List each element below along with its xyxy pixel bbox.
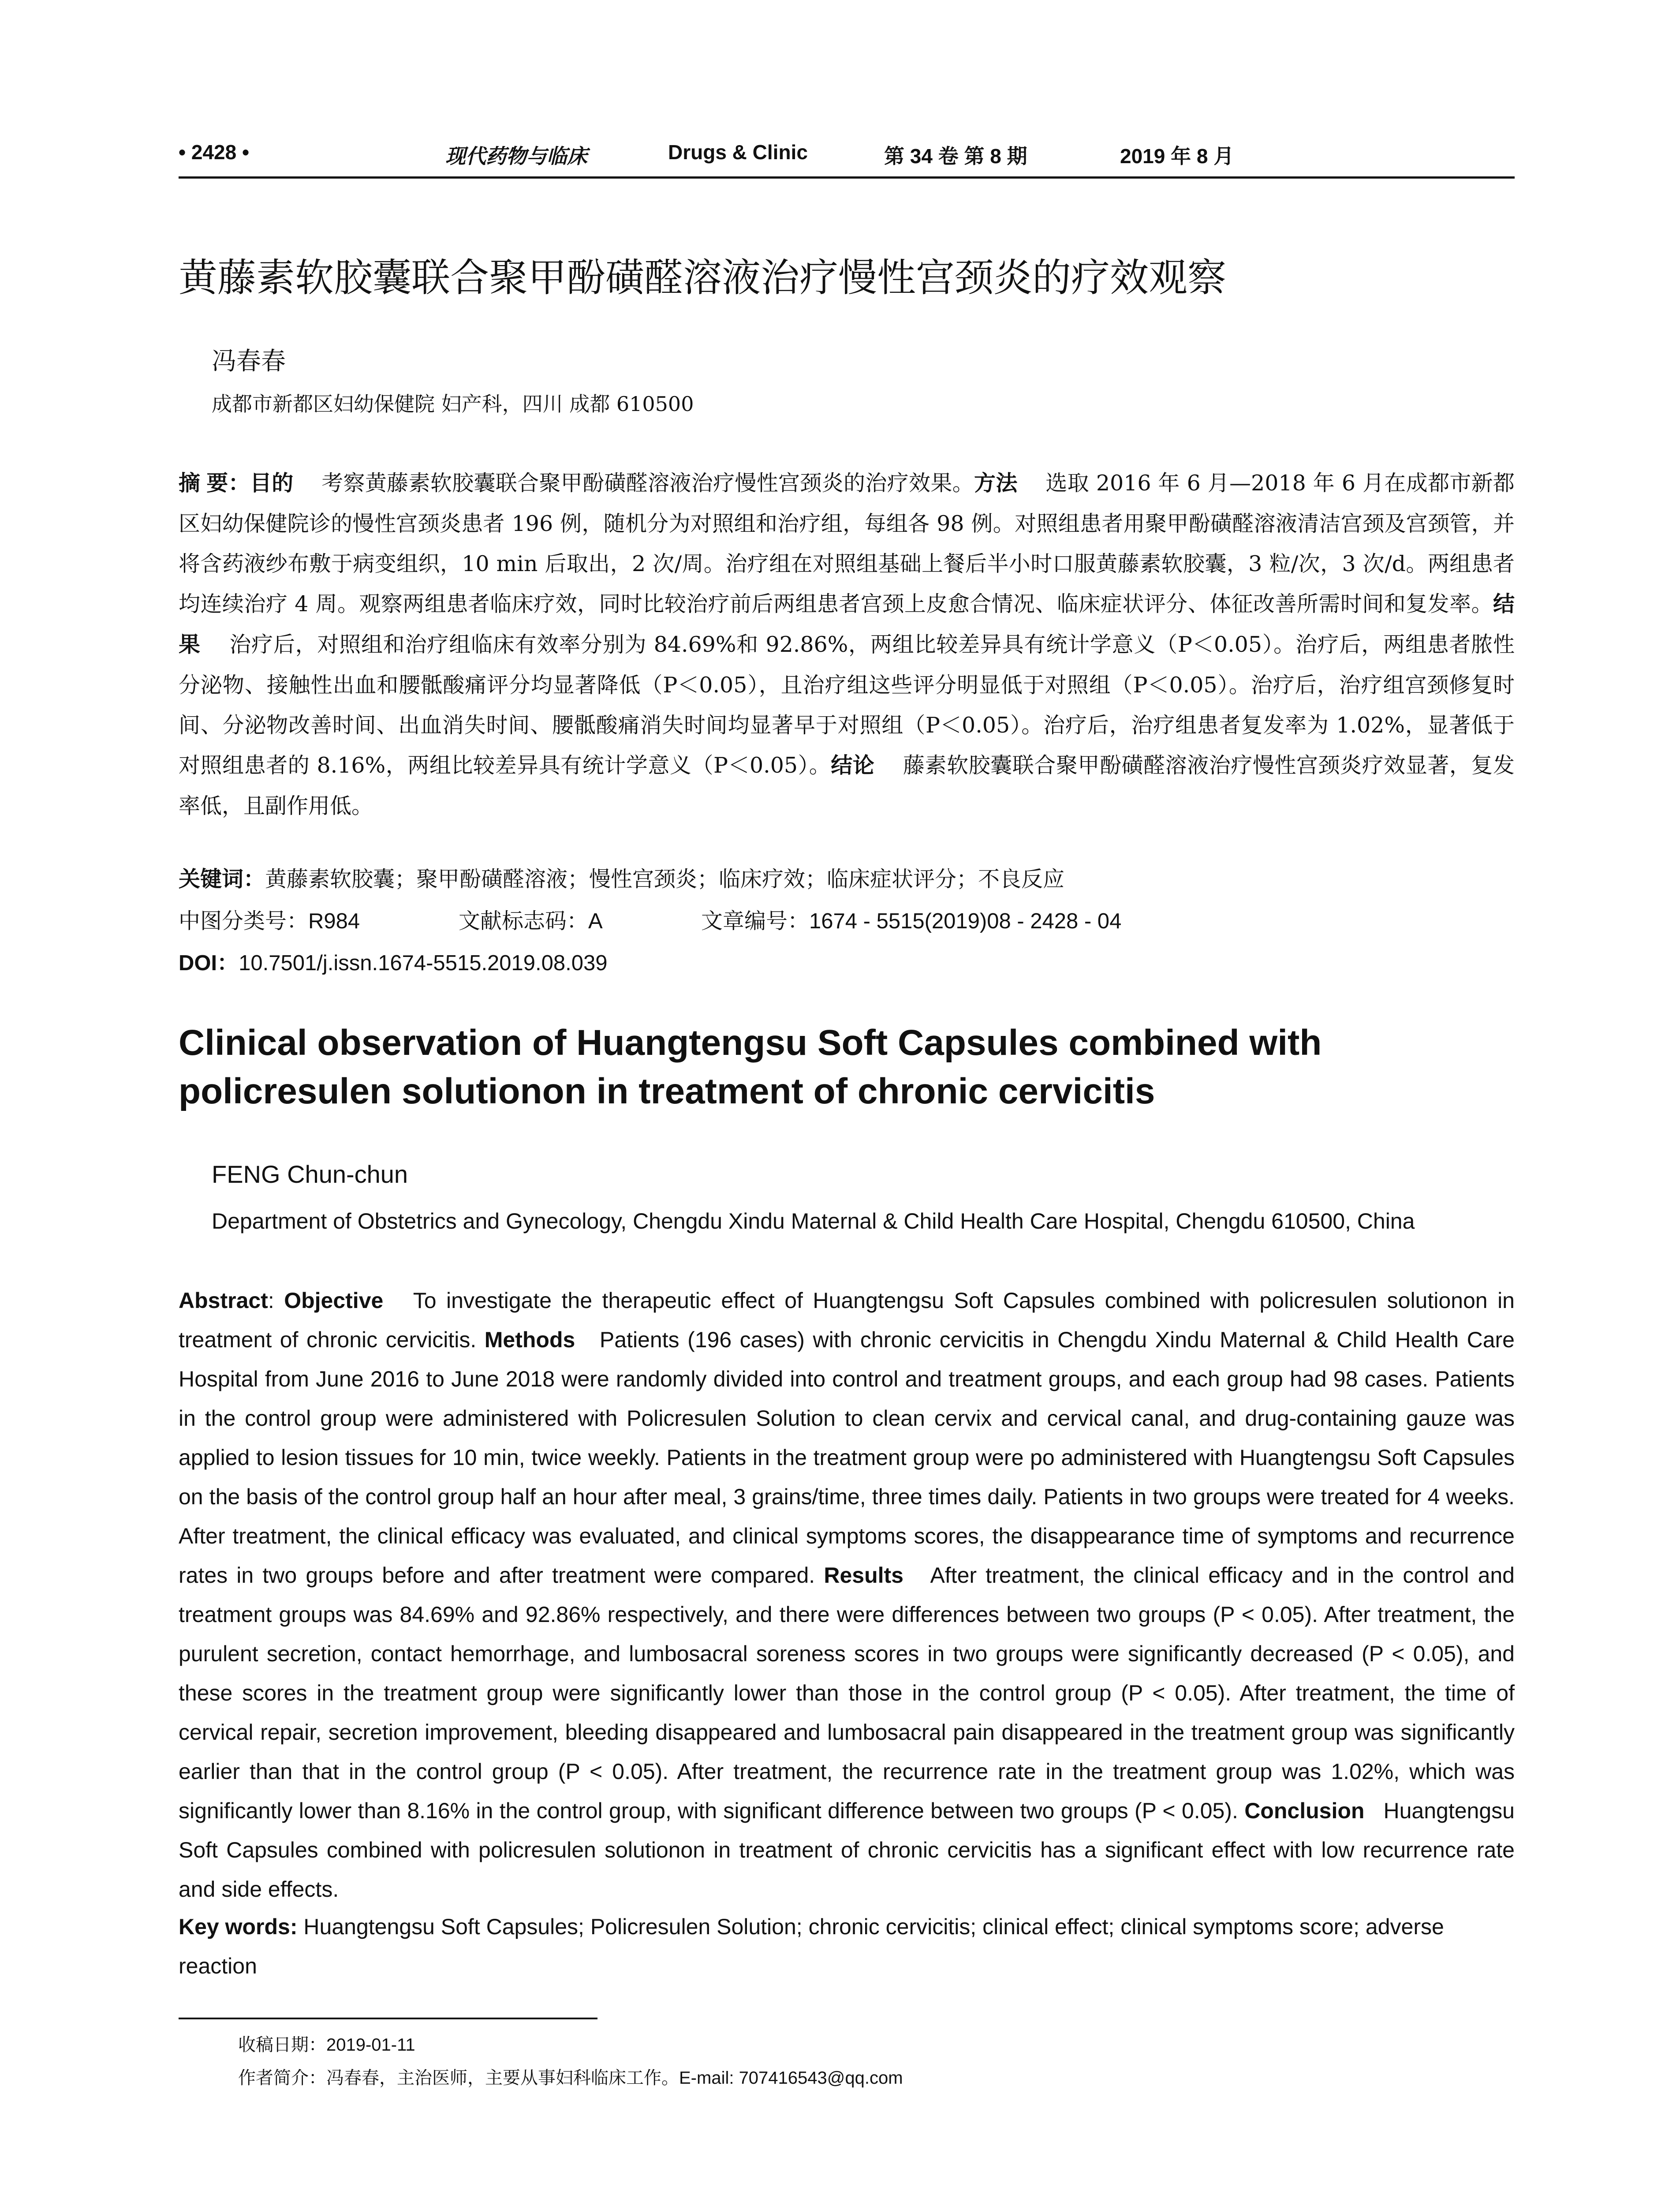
article-title-en: Clinical observation of Huangtengsu Soft Capsules combined with policresulen solutionon in treatment of chronic cervicitis (179, 1023, 1322, 1111)
doc-code-label: 文献标志码： (459, 909, 589, 933)
author-en: FENG Chun-chun (212, 1160, 408, 1188)
conclusion-en: Huangtengsu Soft Capsules combined with policresulen solutionon in treatment of chronic cervicitis has a significant effect with low recurrence rate and side effects. (179, 1798, 1515, 1902)
clc-label: 中图分类号： (179, 909, 309, 933)
results-label-cn: 结果 (179, 592, 1515, 657)
doi: 10.7501/j.issn.1674-5515.2019.08.039 (239, 951, 608, 975)
methods-en: Patients (196 cases) with chronic cervicitis in Chengdu Xindu Maternal & Child Health Care Hospital from June 2016 to June 2018 were randomly divided into control and treatment groups, and each group had 98 cases. Patients in the control group were administered with Policresulen Solution to clean cervix and cervical canal, and drug-containing gauze was applied to lesion tissues for 10 min, twice weekly. Patients in the treatment group were po administered with Huangtengsu Soft Capsules on the basis of the control group half an hour after meal, 3 grains/time, three times daily. Patients in two groups were treated for 4 weeks. After treatment, the clinical efficacy was evaluated, and clinical symptoms scores, the disappearance time of symptoms and recurrence rates in two groups before and after treatment were compared. (179, 1327, 1515, 1588)
abstract-label-en: Abstract (179, 1288, 268, 1313)
results-cn: 治疗后，对照组和治疗组临床有效率分别为 84.69%和 92.86%，两组比较差异具有统计学意义（P＜0.05）。治疗后，两组患者脓性分泌物、接触性出血和腰骶酸痛评分均显著降低（P＜0.05），且治疗组这些评分明显低于对照组（P＜0.05）。治疗后，治疗组宫颈修复时间、分泌物改善时间、出血消失时间、腰骶酸痛消失时间均显著早于对照组（P＜0.05）。治疗后，治疗组患者复发率为 1.02%，显著低于对照组患者的 8.16%，两组比较差异具有统计学意义（P＜0.05）。 (179, 632, 1515, 778)
article-title-cn: 黄藤素软胶囊联合聚甲酚磺醛溶液治疗慢性宫颈炎的疗效观察 (179, 255, 1227, 300)
received-date: 收稿日期：2019-01-11 (238, 2035, 415, 2055)
conclusion-label-en: Conclusion (1244, 1798, 1365, 1823)
doi-label: DOI： (179, 951, 239, 975)
methods-cn: 选取 2016 年 6 月—2018 年 6 月在成都市新都区妇幼保健院诊的慢性宫颈炎患者 196 例，随机分为对照组和治疗组，每组各 98 例。对照组患者用聚甲酚磺醛溶液清洁宫颈及宫颈管，并将含药液纱布敷于病变组织，10 min 后取出，2 次/周。治疗组在对照组基础上餐后半小时口服黄藤素软胶囊，3 粒/次，3 次/d。两组患者均连续治疗 4 周。观察两组患者临床疗效，同时比较治疗前后两组患者宫颈上皮愈合情况、临床症状评分、体征改善所需时间和复发率。 (179, 471, 1515, 617)
header-rule (179, 176, 1515, 179)
keywords-label-en: Key words: (179, 1914, 298, 1939)
journal-name-en: Drugs & Clinic (668, 141, 808, 164)
methods-label-cn: 方法 (974, 471, 1018, 495)
doc-code-line (459, 904, 603, 935)
abstract-cn (179, 463, 1515, 826)
objective-en: To investigate the therapeutic effect of Huangtengsu Soft Capsules combined with policresulen solutionon in treatment of chronic cervicitis. (179, 1288, 1515, 1352)
methods-label-en: Methods (484, 1327, 575, 1352)
objective-label-en: Objective (284, 1288, 384, 1313)
keywords-cn-line (179, 862, 1064, 893)
footnote-rule (179, 2018, 597, 2019)
results-en: After treatment, the clinical efficacy and in the control and treatment groups was 84.69% and 92.86% respectively, and there were differences between two groups (P < 0.05). After treatment, the purulent secretion, contact hemorrhage, and lumbosacral soreness scores in two groups were significantly decreased (P < 0.05), and these scores in the treatment group were significantly lower than those in the control group (P < 0.05). After treatment, the time of cervical repair, secretion improvement, bleeding disappeared and lumbosacral pain disappeared in the treatment group was significantly earlier than that in the control group (P < 0.05). After treatment, the recurrence rate in the treatment group was 1.02%, which was significantly lower than 8.16% in the control group, with significant difference between two groups (P < 0.05). (179, 1563, 1515, 1823)
keywords-en-block (179, 1907, 1515, 1986)
article-number-label: 文章编号： (701, 909, 810, 933)
author-cn: 冯春春 (212, 347, 286, 376)
doi-line (179, 946, 608, 977)
volume-issue: 第 34 卷 第 8 期 (884, 145, 1027, 168)
conclusion-label-cn: 结论 (831, 754, 875, 777)
conclusion-cn: 藤素软胶囊联合聚甲酚磺醛溶液治疗慢性宫颈炎疗效显著，复发率低，且副作用低。 (179, 753, 1515, 818)
article-number-line (701, 904, 1121, 935)
keywords-en: Huangtengsu Soft Capsules; Policresulen Solution; chronic cervicitis; clinical effect; clinical symptoms score; adverse reaction (179, 1914, 1444, 1978)
keywords-cn: 黄藤素软胶囊；聚甲酚磺醛溶液；慢性宫颈炎；临床疗效；临床症状评分；不良反应 (265, 867, 1065, 892)
abstract-label-cn: 摘 要： (179, 471, 250, 495)
abstract-en: Abstract: Objective To investigate the therapeutic effect of Huangtengsu Soft Capsules combined with policresulen solutionon in treatment of chronic cervicitis. Methods Patients (196 cases) with chronic cervicitis in Chengdu Xindu Maternal & Child Health Care Hospital from June 2016 to June 2018 were randomly divided into control and treatment groups, and each group had 98 cases. Patients in the control group were administered with Policresulen Solution to clean cervix and cervical canal, and drug-containing gauze was applied to lesion tissues for 10 min, twice weekly. Patients in the treatment group were po administered with Huangtengsu Soft Capsules on the basis of the control group half an hour after meal, 3 grains/time, three times daily. Patients in two groups were treated for 4 weeks. After treatment, the clinical efficacy was evaluated, and clinical symptoms scores, the disappearance time of symptoms and recurrence rates in two groups before and after treatment were compared. Results After treatment, the clinical efficacy and in the control and treatment groups was 84.69% and 92.86% respectively, and there were differences between two groups (P < 0.05). After treatment, the purulent secretion, contact hemorrhage, and lumbosacral soreness scores in two groups were significantly decreased (P < 0.05), and these scores in the treatment group were significantly lower than those in the control group (P < 0.05). After treatment, the time of cervical repair, secretion improvement, bleeding disappeared and lumbosacral pain disappeared in the treatment group was significantly earlier than that in the control group (P < 0.05). After treatment, the recurrence rate in the treatment group was 1.02%, which was significantly lower than 8.16% in the control group, with significant difference between two groups (P < 0.05). Conclusion Huangtengsu Soft Capsules combined with policresulen solutionon in treatment of chronic cervicitis has a significant effect with low recurrence rate and side effects. (179, 1288, 1515, 1902)
objective-label-cn: 目的 (250, 471, 294, 495)
article-number: 1674 - 5515(2019)08 - 2428 - 04 (809, 909, 1122, 933)
journal-name-cn: 现代药物与临床 (445, 144, 587, 168)
author-bio: 作者简介：冯春春，主治医师，主要从事妇科临床工作。E-mail: 707416543@qq.com (238, 2068, 903, 2088)
page-number: • 2428 • (179, 141, 250, 164)
objective-cn: 考察黄藤素软胶囊联合聚甲酚磺醛溶液治疗慢性宫颈炎的治疗效果。 (321, 471, 974, 496)
results-label-en: Results (824, 1563, 903, 1588)
affiliation-en: Department of Obstetrics and Gynecology, Chengdu Xindu Maternal & Child Health Care Hospital, Chengdu 610500, China (212, 1209, 1415, 1233)
classification-line (179, 904, 360, 935)
issue-date: 2019 年 8 月 (1120, 145, 1234, 168)
doc-code: A (588, 909, 603, 933)
keywords-label-cn: 关键词： (179, 867, 265, 891)
affiliation-cn: 成都市新都区妇幼保健院 妇产科，四川 成都 610500 (212, 392, 694, 416)
clc-code: R984 (308, 909, 360, 933)
